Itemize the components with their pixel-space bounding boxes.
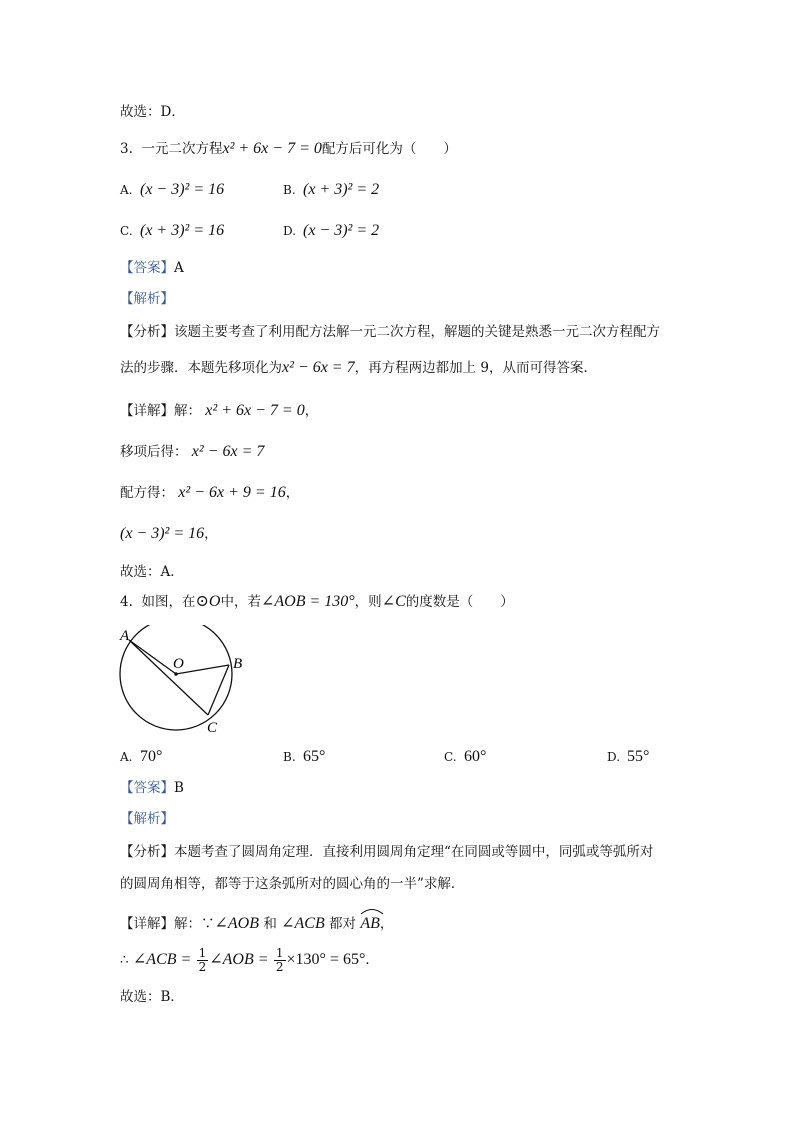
q3-option-c-expr: (x + 3)² = 16 xyxy=(140,222,225,239)
q3-option-d-expr: (x − 3)² = 2 xyxy=(303,222,380,239)
q4-detail-both: 都对 xyxy=(329,916,357,932)
q4-stem xyxy=(120,592,514,612)
q3-option-b-label: B. xyxy=(283,183,296,197)
q4-option-a-expr: 70° xyxy=(140,748,163,765)
q3-analysis-tag: 【分析】 xyxy=(120,324,174,340)
q3-number: 3. xyxy=(120,141,133,157)
circle-figure xyxy=(115,625,255,737)
q4-answer xyxy=(120,778,184,798)
arc-mark-icon xyxy=(360,907,384,915)
q4-detail-tail: ， xyxy=(379,916,394,932)
circle-o xyxy=(120,625,232,730)
q3-option-d xyxy=(283,221,379,241)
segment-ac xyxy=(129,640,208,715)
q3-option-c-label: C. xyxy=(120,224,133,238)
label-a: A xyxy=(120,628,130,644)
q4-calc-mid: ∠AOB = xyxy=(209,951,269,968)
q4-option-d-expr: 55° xyxy=(627,748,650,765)
q3-option-d-label: D. xyxy=(283,224,297,238)
q4-analysis-line-1 xyxy=(120,842,653,862)
q3-option-c xyxy=(120,221,224,241)
q4-stem-d: 的度数是（ ） xyxy=(405,594,514,610)
q3-step1-eq: x² + 6x − 7 = 0 xyxy=(205,402,305,419)
q3-explain-tag: 【解析】 xyxy=(120,291,174,307)
q4-option-d xyxy=(607,747,649,767)
frac-1-den: 2 xyxy=(198,960,207,974)
q4-option-d-label: D. xyxy=(607,750,621,764)
q3-detail-line xyxy=(120,401,318,421)
q4-option-a xyxy=(120,747,162,767)
q4-detail-tag: 【详解】 xyxy=(120,916,174,932)
q4-detail-intro: 解：∵ xyxy=(174,916,215,932)
frac-2-num: 1 xyxy=(275,946,284,960)
q3-analysis-eq: x² − 6x = 7 xyxy=(282,359,355,376)
q4-analysis-tag: 【分析】 xyxy=(120,844,174,860)
q4-calc-line xyxy=(120,945,379,975)
q4-calc-tail: ． xyxy=(365,952,379,968)
segment-ob xyxy=(176,665,229,674)
q4-calc-therefore: ∴ xyxy=(120,952,129,968)
label-o: O xyxy=(173,656,184,672)
q3-option-b-expr: (x + 3)² = 2 xyxy=(303,181,380,198)
q3-analysis-line-1 xyxy=(120,322,660,342)
q4-explain-tag: 【解析】 xyxy=(120,811,174,827)
q3-step4-tail: ， xyxy=(204,526,218,542)
q3-answer-tag: 【答案】 xyxy=(120,260,174,276)
q3-equation: x² + 6x − 7 = 0 xyxy=(222,140,322,157)
q4-option-b-label: B. xyxy=(283,750,296,764)
q3-option-a-label: A. xyxy=(120,183,133,197)
q3-answer xyxy=(120,258,184,278)
label-c: C xyxy=(207,720,218,736)
q3-analysis-text-1: 该题主要考查了利用配方法解一元二次方程，解题的关键是熟悉一元二次方程配方 xyxy=(174,324,660,340)
q3-analysis-text-2a: 法的步骤．本题先移项化为 xyxy=(120,360,282,376)
q3-analysis-line-2 xyxy=(120,358,597,378)
q4-analysis-text-1: 本题考查了圆周角定理．直接利用圆周角定理“在同圆或等圆中，同弧或等弧所对 xyxy=(174,844,654,860)
q3-detail-tag: 【详解】 xyxy=(120,403,174,419)
q4-circle-name: ⊙O xyxy=(195,593,221,610)
q3-stem xyxy=(120,139,457,159)
q3-step2 xyxy=(120,442,264,462)
frac-1-num: 1 xyxy=(198,946,207,960)
prev-conclusion: 故选：D． xyxy=(120,104,185,120)
segment-bc xyxy=(208,665,229,715)
q3-step4-eq: (x − 3)² = 16 xyxy=(120,525,205,542)
q4-angle-aob: ∠AOB xyxy=(214,915,260,932)
q4-option-c-expr: 60° xyxy=(464,748,487,765)
q3-answer-value: A xyxy=(174,260,184,276)
q4-answer-value: B xyxy=(174,780,184,796)
q3-step4 xyxy=(120,524,218,544)
center-point xyxy=(174,672,178,676)
q4-angle-asked: ∠C xyxy=(381,593,406,610)
q4-calc-rhs: ×130° = 65° xyxy=(286,951,366,968)
q3-step3-tail: ， xyxy=(285,485,300,501)
q4-detail-line xyxy=(120,910,393,934)
q4-analysis-line-2: 的圆周角相等，都等于这条弧所对的圆心角的一半”求解． xyxy=(120,876,465,892)
q3-step3 xyxy=(120,483,299,503)
q4-stem-a: 如图，在 xyxy=(141,594,196,610)
q4-option-a-label: A. xyxy=(120,750,133,764)
q3-option-a-expr: (x − 3)² = 16 xyxy=(140,181,225,198)
q4-detail-and: 和 xyxy=(263,916,277,932)
frac-2-den: 2 xyxy=(275,960,284,974)
q3-stem-pre: 一元二次方程 xyxy=(141,141,223,157)
q3-step2-label: 移项后得： xyxy=(120,444,188,460)
q4-answer-tag: 【答案】 xyxy=(120,780,174,796)
q4-arc-name: AB xyxy=(360,915,380,932)
q4-calc-lhs: ∠ACB = xyxy=(132,951,192,968)
q4-number: 4. xyxy=(120,594,133,610)
q4-conclusion: 故选：B． xyxy=(120,989,184,1005)
q3-option-a xyxy=(120,180,224,200)
q4-angle-acb: ∠ACB xyxy=(281,915,325,932)
q3-stem-post: 配方后可化为（ ） xyxy=(321,141,457,157)
q3-step3-eq: x² − 6x + 9 = 16 xyxy=(178,484,286,501)
q4-arc xyxy=(360,910,380,934)
q3-step3-label: 配方得： xyxy=(120,485,174,501)
q4-stem-b: 中，若 xyxy=(220,594,261,610)
q4-calc-fraction-1 xyxy=(197,947,209,974)
segment-oa xyxy=(129,640,176,674)
q3-option-b xyxy=(283,180,379,200)
q4-angle-given: ∠AOB = 130° xyxy=(260,593,355,610)
q3-step1-tail: ， xyxy=(304,403,319,419)
label-b: B xyxy=(233,656,243,672)
q4-calc-fraction-2 xyxy=(274,947,286,974)
q4-option-c xyxy=(444,747,486,767)
q4-stem-c: ，则 xyxy=(354,594,382,610)
q3-detail-intro: 解： xyxy=(174,403,201,419)
q3-conclusion: 故选：A． xyxy=(120,564,184,580)
q4-option-b xyxy=(283,747,325,767)
q4-option-c-label: C. xyxy=(444,750,457,764)
q3-analysis-text-2b: ，再方程两边都加上 9，从而可得答案． xyxy=(354,360,597,376)
q4-option-b-expr: 65° xyxy=(303,748,326,765)
q3-step2-eq: x² − 6x = 7 xyxy=(191,443,265,460)
